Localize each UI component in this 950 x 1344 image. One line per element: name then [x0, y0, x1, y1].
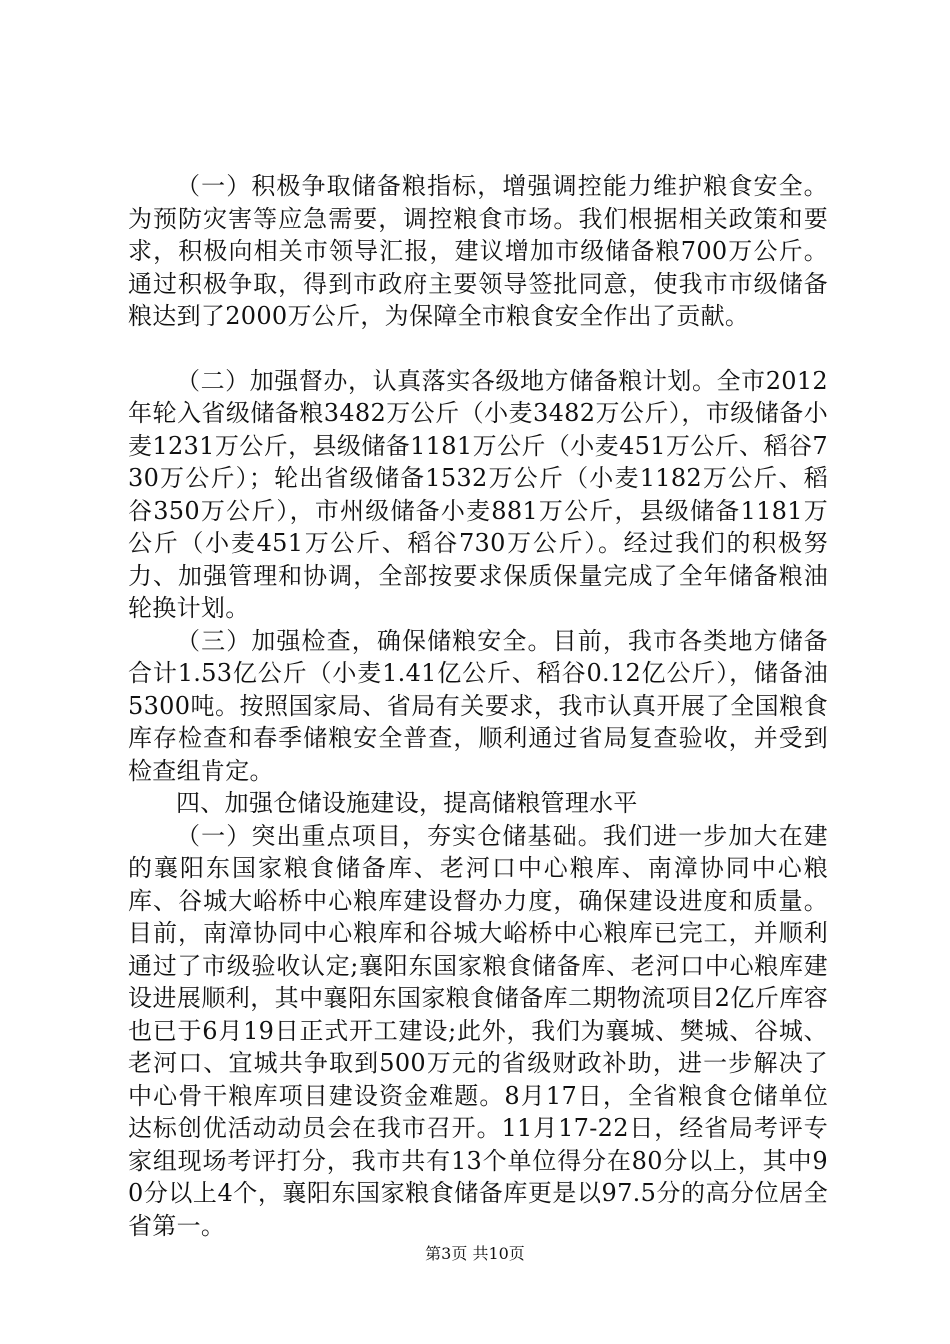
document-body — [128, 170, 828, 1242]
paragraph-reserve-grain-quota: （一）积极争取储备粮指标，增强调控能力维护粮食安全。为预防灾害等应急需要，调控粮食市场。我们根据相关政策和要求，积极向相关市领导汇报，建议增加市级储备粮700万公斤。通过积极争取，得到市政府主要领导签批同意，使我市市级储备粮达到了2000万公斤，为保障全市粮食安全作出了贡献。 — [128, 172, 828, 330]
paragraph-key-projects: （一）突出重点项目，夯实仓储基础。我们进一步加大在建的襄阳东国家粮食储备库、老河口中心粮库、南漳协同中心粮库、谷城大峪桥中心粮库建设督办力度，确保建设进度和质量。目前，南漳协同中心粮库和谷城大峪桥中心粮库已完工，并顺利通过了市级验收认定;襄阳东国家粮食储备库、老河口中心粮库建设进展顺利，其中襄阳东国家粮食储备库二期物流项目2亿斤库容也已于6月19日正式开工建设;此外，我们为襄城、樊城、谷城、老河口、宜城共争取到500万元的省级财政补助，进一步解决了中心骨干粮库项目建设资金难题。8月17日，全省粮食仓储单位达标创优活动动员会在我市召开。11月17-22日，经省局考评专家组现场考评打分，我市共有13个单位得分在80分以上，其中90分以上4个，襄阳东国家粮食储备库更是以97.5分的高分位居全省第一。 — [128, 821, 828, 1240]
paragraph-spacer — [128, 333, 828, 365]
section-heading-warehouse-construction: 四、加强仓储设施建设，提高储粮管理水平 — [176, 789, 638, 817]
paragraph-reserve-plan-implementation: （二）加强督办，认真落实各级地方储备粮计划。全市2012年轮入省级储备粮3482万公斤（小麦3482万公斤），市级储备小麦1231万公斤，县级储备1181万公斤（小麦451万公斤、稻谷730万公斤）；轮出省级储备1532万公斤（小麦1182万公斤、稻谷350万公斤），市州级储备小麦881万公斤，县级储备1181万公斤（小麦451万公斤、稻谷730万公斤）。经过我们的积极努力、加强管理和协调，全部按要求保质保量完成了全年储备粮油轮换计划。 — [128, 366, 828, 622]
page-number-footer: 第3页 共10页 — [425, 1244, 525, 1263]
paragraph-storage-inspection: （三）加强检查，确保储粮安全。目前，我市各类地方储备合计1.53亿公斤（小麦1.41亿公斤、稻谷0.12亿公斤），储备油5300吨。按照国家局、省局有关要求，我市认真开展了全国粮食库存检查和春季储粮安全普查，顺利通过省局复查验收，并受到检查组肯定。 — [128, 626, 828, 785]
